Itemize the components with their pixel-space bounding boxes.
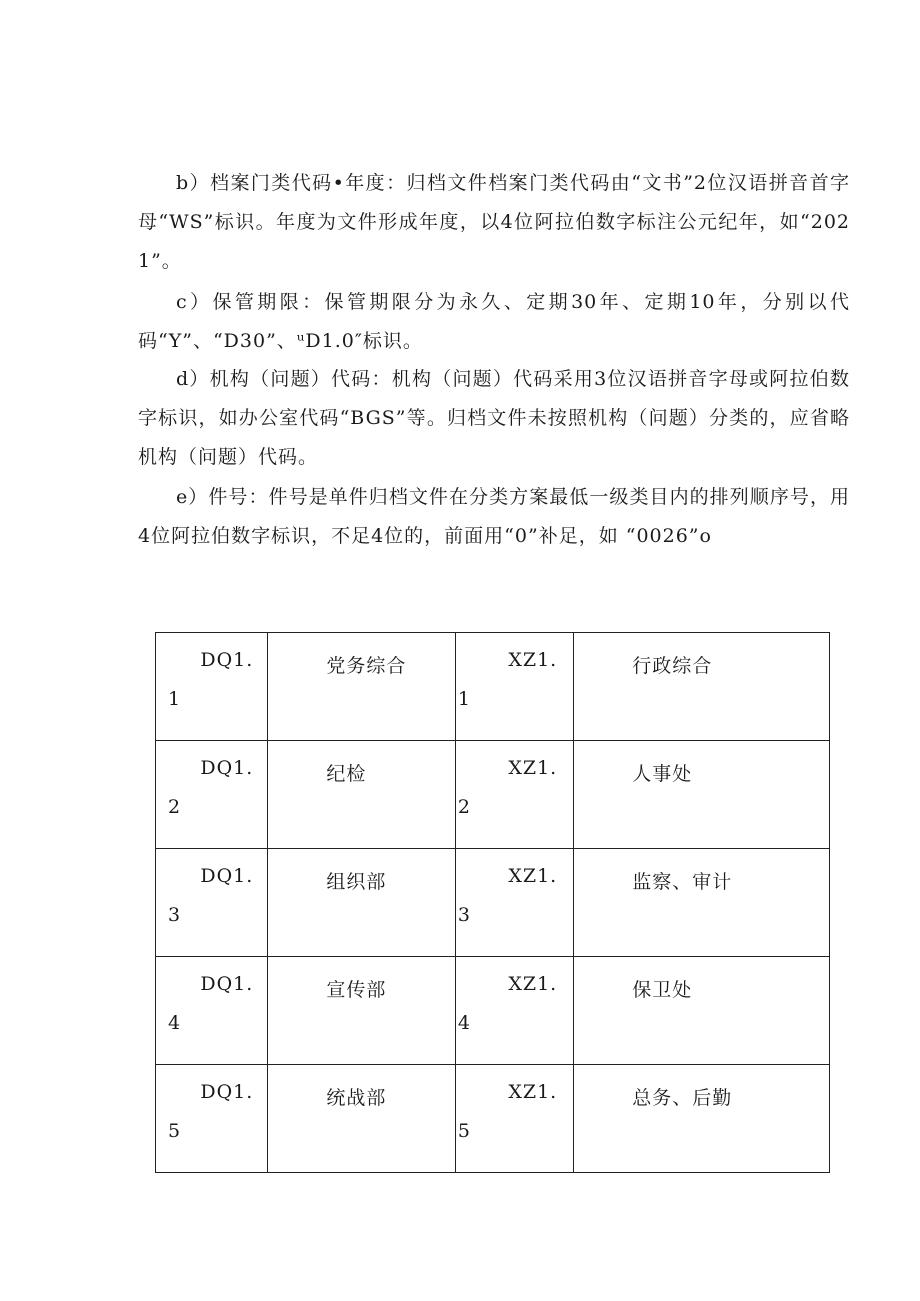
dq-name-cell: 组织部: [268, 849, 456, 957]
xz-code-cell: [455, 957, 573, 1065]
dq-code-cell: [156, 957, 268, 1065]
paragraph-item-number: e）件号：件号是单件归档文件在分类方案最低一级类目内的排列顺序号，用4位阿拉伯数字标识，不足4位的，前面用“0”补足，如 “0026”o: [138, 486, 850, 547]
xz-code-prefix: XZ1.: [508, 973, 558, 995]
dq-code-cell: [156, 741, 268, 849]
xz-name-cell: 监察、审计: [574, 849, 830, 957]
xz-code-cell: [455, 633, 573, 741]
table-row: [156, 957, 830, 1065]
table-row: [156, 633, 830, 741]
paragraph-archive-category-code: b）档案门类代码•年度：归档文件档案门类代码由“文书”2位汉语拼音首字母“WS”标识。年度为文件形成年度，以4位阿拉伯数字标注公元纪年，如“2021”。: [138, 172, 850, 272]
xz-code-suffix: 3: [457, 904, 471, 926]
paragraph-retention-period: c）保管期限：保管期限分为永久、定期30年、定期10年，分别以代码“Y”、“D30”、ᵘD1.0″标识。: [138, 291, 850, 352]
xz-code-suffix: 2: [457, 796, 471, 818]
xz-name-cell: 行政综合: [574, 633, 830, 741]
dq-name-cell: 统战部: [268, 1065, 456, 1173]
dq-code-cell: [156, 849, 268, 957]
dq-code-prefix: DQ1.: [200, 865, 254, 887]
dq-code-suffix: 5: [168, 1120, 182, 1142]
dq-name-cell: 纪检: [268, 741, 456, 849]
xz-code-suffix: 1: [457, 688, 471, 710]
table-row: [156, 849, 830, 957]
paragraph-organization-code: d）机构（问题）代码：机构（问题）代码采用3位汉语拼音字母或阿拉伯数字标识，如办公室代码“BGS”等。归档文件未按照机构（问题）分类的，应省略机构（问题）代码。: [138, 368, 850, 468]
dq-code-suffix: 2: [168, 796, 182, 818]
dq-code-prefix: DQ1.: [200, 649, 254, 671]
xz-code-cell: [455, 1065, 573, 1173]
classification-code-table: [155, 632, 830, 1173]
dq-code-suffix: 1: [168, 688, 182, 710]
xz-code-suffix: 4: [457, 1012, 471, 1034]
xz-code-prefix: XZ1.: [508, 649, 558, 671]
xz-code-prefix: XZ1.: [508, 757, 558, 779]
dq-code-prefix: DQ1.: [200, 973, 254, 995]
dq-name-cell: 党务综合: [268, 633, 456, 741]
dq-code-cell: [156, 1065, 268, 1173]
table-row: [156, 741, 830, 849]
dq-code-prefix: DQ1.: [200, 757, 254, 779]
dq-code-prefix: DQ1.: [200, 1081, 254, 1103]
xz-code-cell: [455, 849, 573, 957]
dq-code-cell: [156, 633, 268, 741]
xz-code-cell: [455, 741, 573, 849]
table-row: [156, 1065, 830, 1173]
dq-code-suffix: 3: [168, 904, 182, 926]
xz-code-prefix: XZ1.: [508, 1081, 558, 1103]
xz-code-suffix: 5: [457, 1120, 471, 1142]
xz-name-cell: 保卫处: [574, 957, 830, 1065]
dq-name-cell: 宣传部: [268, 957, 456, 1065]
xz-name-cell: 总务、后勤: [574, 1065, 830, 1173]
dq-code-suffix: 4: [168, 1012, 182, 1034]
xz-name-cell: 人事处: [574, 741, 830, 849]
xz-code-prefix: XZ1.: [508, 865, 558, 887]
